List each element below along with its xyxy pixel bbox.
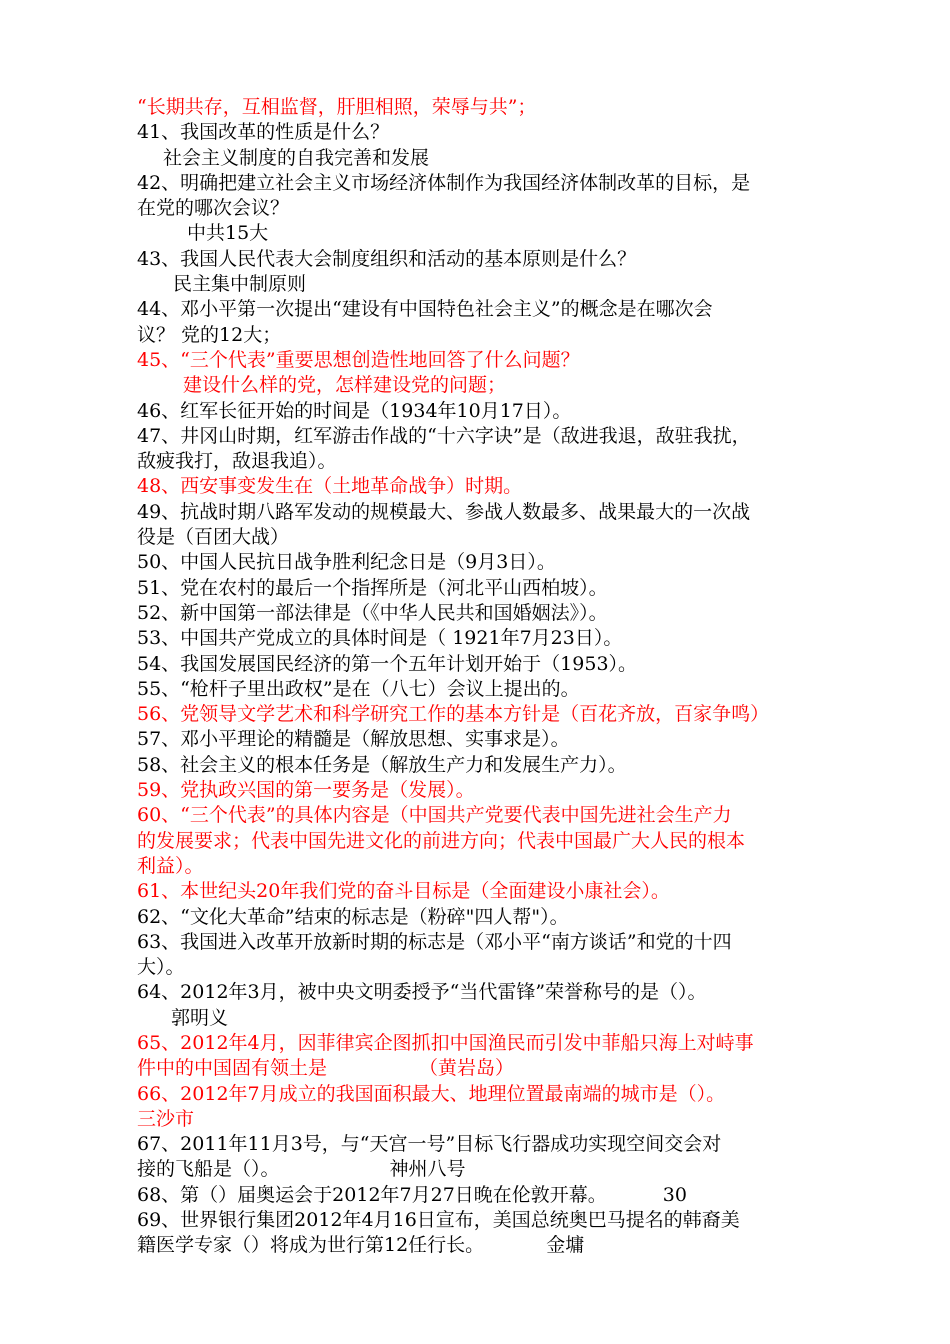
question-67-line2 bbox=[137, 1157, 840, 1182]
question-42-line2: 在党的哪次会议？ bbox=[137, 197, 290, 220]
question-52: 52、新中国第一部法律是（《中华人民共和国婚姻法》）。 bbox=[137, 601, 608, 624]
question-63-line1: 63、我国进入改革开放新时期的标志是（邓小平“南方谈话”和党的十四 bbox=[137, 930, 732, 953]
answer-66: 三沙市 bbox=[137, 1107, 195, 1130]
question-65-line2 bbox=[137, 1056, 840, 1081]
question-66: 66、2012年7月成立的我国面积最大、地理位置最南端的城市是（）。 bbox=[137, 1082, 726, 1105]
question-67-line1: 67、2011年11月3号，与“天宫一号”目标飞行器成功实现空间交会对 bbox=[137, 1133, 722, 1156]
question-58: 58、社会主义的根本任务是（解放生产力和发展生产力）。 bbox=[137, 753, 627, 776]
question-49-line2: 役是（百团大战） bbox=[137, 526, 290, 549]
answer-65: （黄岩岛） bbox=[419, 1057, 515, 1080]
question-60-line2: 的发展要求；代表中国先进文化的前进方向；代表中国最广大人民的根本 bbox=[137, 829, 746, 852]
answer-69: 金墉 bbox=[546, 1234, 585, 1257]
question-65-text: 件中的中国固有领土是 bbox=[137, 1057, 328, 1080]
question-57: 57、邓小平理论的精髓是（解放思想、实事求是）。 bbox=[137, 728, 570, 751]
question-59: 59、党执政兴国的第一要务是（发展）。 bbox=[137, 779, 475, 802]
question-67-text: 接的飞船是（）。 bbox=[137, 1158, 280, 1181]
question-63-line2: 大）。 bbox=[137, 956, 185, 979]
question-44-line1: 44、邓小平第一次提出“建设有中国特色社会主义”的概念是在哪次会 bbox=[137, 298, 713, 321]
question-60-line1: 60、“三个代表”的具体内容是（中国共产党要代表中国先进社会生产力 bbox=[137, 804, 732, 827]
question-65-line1: 65、2012年4月，因菲律宾企图抓扣中国渔民而引发中菲船只海上对峙事 bbox=[137, 1031, 754, 1054]
question-51: 51、党在农村的最后一个指挥所是（河北平山西柏坡）。 bbox=[137, 576, 608, 599]
question-50: 50、中国人民抗日战争胜利纪念日是（9月3日）。 bbox=[137, 551, 556, 574]
question-41: 41、我国改革的性质是什么？ bbox=[137, 121, 390, 144]
question-69-line2 bbox=[137, 1233, 840, 1258]
question-45: 45、“三个代表”重要思想创造性地回答了什么问题？ bbox=[137, 348, 580, 371]
question-60-line3: 利益）。 bbox=[137, 854, 204, 877]
question-64: 64、2012年3月，被中央文明委授予“当代雷锋”荣誉称号的是（）。 bbox=[137, 981, 707, 1004]
answer-43: 民主集中制原则 bbox=[173, 273, 307, 296]
question-47-line2: 敌疲我打，敌退我追）。 bbox=[137, 450, 337, 473]
question-53: 53、中国共产党成立的具体时间是（ 1921年7月23日）。 bbox=[137, 627, 623, 650]
question-48: 48、西安事变发生在（土地革命战争）时期。 bbox=[137, 475, 523, 498]
answer-45: 建设什么样的党，怎样建设党的问题； bbox=[183, 374, 507, 397]
answer-64: 郭明义 bbox=[171, 1006, 229, 1029]
answer-42: 中共15大 bbox=[187, 222, 269, 245]
question-68 bbox=[137, 1183, 840, 1208]
question-69-text: 籍医学专家（）将成为世行第12任行长。 bbox=[137, 1234, 485, 1257]
question-61: 61、本世纪头20年我们党的奋斗目标是（全面建设小康社会）。 bbox=[137, 880, 670, 903]
answer-68: 30 bbox=[662, 1183, 687, 1206]
question-62: 62、“文化大革命”结束的标志是（粉碎"四人帮"）。 bbox=[137, 905, 569, 928]
document-page bbox=[137, 95, 840, 1259]
question-54: 54、我国发展国民经济的第一个五年计划开始于（1953）。 bbox=[137, 652, 638, 675]
question-42-line1: 42、明确把建立社会主义市场经济体制作为我国经济体制改革的目标，是 bbox=[137, 171, 751, 194]
line-intro: “长期共存，互相监督，肝胆相照，荣辱与共”； bbox=[137, 96, 537, 118]
question-68-text: 68、第（）届奥运会于2012年7月27日晚在伦敦开幕。 bbox=[137, 1183, 607, 1206]
question-49-line1: 49、抗战时期八路军发动的规模最大、参战人数最多、战果最大的一次战 bbox=[137, 500, 751, 523]
question-55: 55、“枪杆子里出政权”是在（八七）会议上提出的。 bbox=[137, 677, 580, 700]
question-47-line1: 47、井冈山时期，红军游击作战的“十六字诀”是（敌进我退，敌驻我扰， bbox=[137, 424, 751, 447]
question-56: 56、党领导文学艺术和科学研究工作的基本方针是（百花齐放，百家争鸣） bbox=[137, 703, 770, 726]
question-43: 43、我国人民代表大会制度组织和活动的基本原则是什么？ bbox=[137, 247, 637, 270]
question-44-line2: 议？ 党的12大； bbox=[137, 323, 282, 346]
answer-41: 社会主义制度的自我完善和发展 bbox=[163, 146, 430, 169]
answer-67: 神州八号 bbox=[389, 1158, 466, 1181]
question-69-line1: 69、世界银行集团2012年4月16日宣布，美国总统奥巴马提名的韩裔美 bbox=[137, 1209, 740, 1232]
question-46: 46、红军长征开始的时间是（1934年10月17日）。 bbox=[137, 399, 572, 422]
